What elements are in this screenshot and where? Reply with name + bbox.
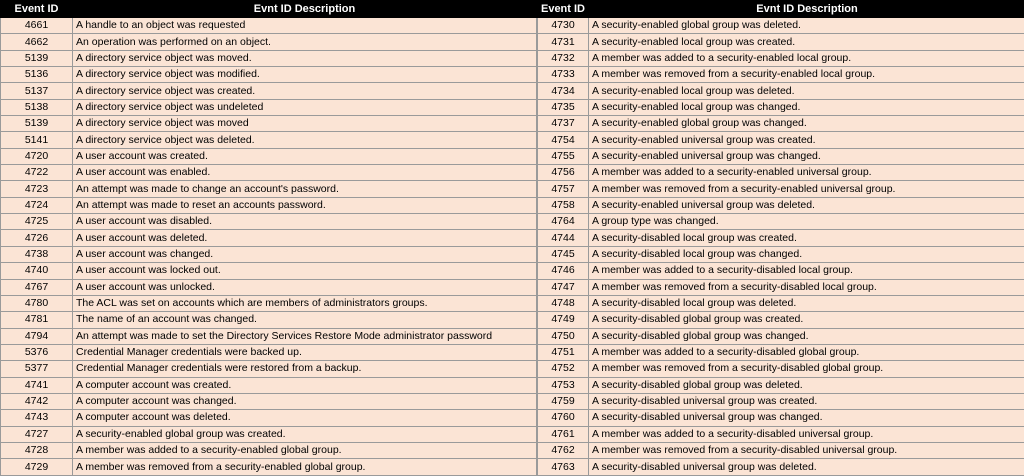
table-row — [1, 377, 537, 393]
table-row — [538, 214, 1024, 230]
event-id-cell: 4742 — [1, 393, 73, 409]
event-id-cell: 4745 — [538, 246, 589, 262]
event-id-cell: 4752 — [538, 361, 589, 377]
event-id-cell: 4759 — [538, 393, 589, 409]
event-description-cell: A user account was locked out. — [73, 263, 537, 279]
table-row — [1, 393, 537, 409]
event-id-cell: 4740 — [1, 263, 73, 279]
event-id-cell: 4747 — [538, 279, 589, 295]
event-description-cell: A computer account was created. — [73, 377, 537, 393]
event-description-cell: A security-enabled local group was changed. — [589, 99, 1024, 115]
table-row — [1, 18, 537, 34]
event-description-cell: A member was removed from a security-disabled global group. — [589, 361, 1024, 377]
event-description-cell: A directory service object was moved — [73, 116, 537, 132]
table-row — [1, 426, 537, 442]
event-description-cell: A security-enabled global group was created. — [73, 426, 537, 442]
event-id-cell: 5136 — [1, 67, 73, 83]
table-row — [1, 328, 537, 344]
right-table-body — [538, 18, 1024, 476]
event-id-cell: 4727 — [1, 426, 73, 442]
table-row — [538, 442, 1024, 458]
event-id-cell: 4749 — [538, 312, 589, 328]
event-id-cell: 4757 — [538, 181, 589, 197]
table-row — [538, 116, 1024, 132]
table-row — [538, 361, 1024, 377]
event-description-cell: A member was removed from a security-disabled universal group. — [589, 442, 1024, 458]
table-row — [1, 181, 537, 197]
table-row — [1, 312, 537, 328]
event-description-cell: A member was added to a security-disabled local group. — [589, 263, 1024, 279]
table-row — [1, 459, 537, 476]
event-description-cell: An attempt was made to reset an accounts password. — [73, 197, 537, 213]
event-description-cell: A security-disabled local group was created. — [589, 230, 1024, 246]
event-description-cell: A computer account was changed. — [73, 393, 537, 409]
event-description-cell: A security-disabled local group was changed. — [589, 246, 1024, 262]
table-row — [538, 67, 1024, 83]
table-row — [1, 83, 537, 99]
table-row — [538, 328, 1024, 344]
event-description-cell: A member was removed from a security-disabled local group. — [589, 279, 1024, 295]
event-id-cell: 4733 — [538, 67, 589, 83]
table-row — [1, 442, 537, 458]
event-id-cell: 4755 — [538, 148, 589, 164]
table-row — [1, 197, 537, 213]
table-row — [538, 295, 1024, 311]
event-description-cell: A security-disabled global group was deleted. — [589, 377, 1024, 393]
event-id-cell: 4737 — [538, 116, 589, 132]
event-description-cell: Credential Manager credentials were restored from a backup. — [73, 361, 537, 377]
left-table-body — [1, 18, 537, 476]
event-id-cell: 5137 — [1, 83, 73, 99]
event-id-cell: 4728 — [1, 442, 73, 458]
event-description-cell: The name of an account was changed. — [73, 312, 537, 328]
event-description-cell: An attempt was made to change an account's password. — [73, 181, 537, 197]
event-id-cell: 4756 — [538, 165, 589, 181]
event-description-cell: A group type was changed. — [589, 214, 1024, 230]
event-description-cell: Credential Manager credentials were backed up. — [73, 344, 537, 360]
event-id-cell: 5377 — [1, 361, 73, 377]
event-id-cell: 4734 — [538, 83, 589, 99]
event-description-cell: A security-disabled global group was created. — [589, 312, 1024, 328]
event-id-cell: 4743 — [1, 410, 73, 426]
event-description-cell: A user account was enabled. — [73, 165, 537, 181]
table-row — [538, 83, 1024, 99]
table-row — [1, 246, 537, 262]
table-row — [538, 312, 1024, 328]
event-description-cell: A computer account was deleted. — [73, 410, 537, 426]
table-row — [1, 132, 537, 148]
event-description-cell: A member was removed from a security-enabled local group. — [589, 67, 1024, 83]
event-id-cell: 4731 — [538, 34, 589, 50]
table-row — [1, 344, 537, 360]
event-id-cell: 4661 — [1, 18, 73, 34]
event-description-cell: A security-enabled local group was deleted. — [589, 83, 1024, 99]
event-id-header: Event ID — [1, 1, 73, 18]
event-description-cell: A user account was changed. — [73, 246, 537, 262]
header-row — [538, 1, 1024, 18]
event-description-cell: A security-enabled universal group was changed. — [589, 148, 1024, 164]
event-description-cell: A security-enabled local group was created. — [589, 34, 1024, 50]
table-row — [1, 148, 537, 164]
table-row — [538, 279, 1024, 295]
table-row — [1, 279, 537, 295]
event-id-cell: 4726 — [1, 230, 73, 246]
event-description-cell: An operation was performed on an object. — [73, 34, 537, 50]
table-row — [538, 181, 1024, 197]
event-id-cell: 4762 — [538, 442, 589, 458]
event-description-cell: The ACL was set on accounts which are members of administrators groups. — [73, 295, 537, 311]
table-row — [538, 99, 1024, 115]
event-description-cell: A member was removed from a security-enabled universal group. — [589, 181, 1024, 197]
event-id-cell: 4730 — [538, 18, 589, 34]
event-description-cell: A handle to an object was requested — [73, 18, 537, 34]
description-header: Evnt ID Description — [589, 1, 1024, 18]
table-row — [1, 410, 537, 426]
event-id-cell: 4781 — [1, 312, 73, 328]
event-id-cell: 4750 — [538, 328, 589, 344]
table-row — [1, 99, 537, 115]
event-description-cell: A user account was created. — [73, 148, 537, 164]
right-event-table — [537, 0, 1024, 476]
table-row — [538, 230, 1024, 246]
event-id-cell: 4723 — [1, 181, 73, 197]
table-row — [538, 426, 1024, 442]
event-id-cell: 4746 — [538, 263, 589, 279]
event-description-cell: A member was added to a security-enabled local group. — [589, 50, 1024, 66]
table-row — [538, 393, 1024, 409]
event-description-cell: A directory service object was created. — [73, 83, 537, 99]
event-description-cell: A security-disabled global group was changed. — [589, 328, 1024, 344]
event-id-cell: 4764 — [538, 214, 589, 230]
event-id-cell: 4662 — [1, 34, 73, 50]
event-description-cell: An attempt was made to set the Directory Services Restore Mode administrator password — [73, 328, 537, 344]
table-row — [538, 263, 1024, 279]
table-row — [1, 263, 537, 279]
event-id-cell: 4760 — [538, 410, 589, 426]
event-id-cell: 4729 — [1, 459, 73, 476]
event-description-cell: A member was added to a security-disabled global group. — [589, 344, 1024, 360]
event-id-cell: 4744 — [538, 230, 589, 246]
table-row — [1, 50, 537, 66]
table-row — [538, 344, 1024, 360]
table-row — [538, 165, 1024, 181]
event-description-cell: A security-enabled universal group was deleted. — [589, 197, 1024, 213]
table-row — [538, 132, 1024, 148]
table-row — [1, 230, 537, 246]
table-row — [538, 377, 1024, 393]
table-row — [538, 410, 1024, 426]
table-row — [1, 361, 537, 377]
event-description-cell: A user account was unlocked. — [73, 279, 537, 295]
event-id-cell: 4753 — [538, 377, 589, 393]
table-row — [1, 165, 537, 181]
event-description-cell: A member was added to a security-disabled universal group. — [589, 426, 1024, 442]
table-row — [1, 295, 537, 311]
event-description-cell: A security-disabled local group was deleted. — [589, 295, 1024, 311]
table-row — [538, 34, 1024, 50]
event-id-cell: 4763 — [538, 459, 589, 476]
event-description-cell: A security-enabled global group was deleted. — [589, 18, 1024, 34]
event-id-cell: 4794 — [1, 328, 73, 344]
table-row — [538, 50, 1024, 66]
event-description-cell: A member was added to a security-enabled universal group. — [589, 165, 1024, 181]
event-id-cell: 4748 — [538, 295, 589, 311]
table-row — [1, 116, 537, 132]
event-id-cell: 5141 — [1, 132, 73, 148]
event-description-cell: A directory service object was deleted. — [73, 132, 537, 148]
event-description-cell: A security-enabled universal group was created. — [589, 132, 1024, 148]
event-id-cell: 4724 — [1, 197, 73, 213]
event-id-cell: 4767 — [1, 279, 73, 295]
event-description-cell: A user account was disabled. — [73, 214, 537, 230]
event-description-cell: A directory service object was modified. — [73, 67, 537, 83]
event-description-cell: A security-disabled universal group was created. — [589, 393, 1024, 409]
table-row — [1, 34, 537, 50]
table-row — [538, 246, 1024, 262]
table-row — [1, 214, 537, 230]
event-id-cell: 4738 — [1, 246, 73, 262]
table-row — [538, 148, 1024, 164]
table-row — [538, 459, 1024, 476]
event-id-cell: 4754 — [538, 132, 589, 148]
event-id-cell: 5376 — [1, 344, 73, 360]
table-row — [1, 67, 537, 83]
event-description-cell: A directory service object was moved. — [73, 50, 537, 66]
event-id-cell: 5139 — [1, 116, 73, 132]
event-id-header: Event ID — [538, 1, 589, 18]
event-description-cell: A member was removed from a security-enabled global group. — [73, 459, 537, 476]
event-id-cell: 4758 — [538, 197, 589, 213]
event-id-cell: 4751 — [538, 344, 589, 360]
event-id-cell: 4780 — [1, 295, 73, 311]
event-id-cell: 5139 — [1, 50, 73, 66]
header-row — [1, 1, 537, 18]
description-header: Evnt ID Description — [73, 1, 537, 18]
event-id-cell: 4720 — [1, 148, 73, 164]
event-id-cell: 4732 — [538, 50, 589, 66]
event-id-cell: 4725 — [1, 214, 73, 230]
table-row — [538, 197, 1024, 213]
event-description-cell: A security-enabled global group was changed. — [589, 116, 1024, 132]
table-row — [538, 18, 1024, 34]
event-id-cell: 4741 — [1, 377, 73, 393]
event-id-cell: 4735 — [538, 99, 589, 115]
event-description-cell: A user account was deleted. — [73, 230, 537, 246]
event-description-cell: A security-disabled universal group was changed. — [589, 410, 1024, 426]
event-description-cell: A security-disabled universal group was deleted. — [589, 459, 1024, 476]
event-id-cell: 5138 — [1, 99, 73, 115]
event-description-cell: A directory service object was undeleted — [73, 99, 537, 115]
event-id-cell: 4761 — [538, 426, 589, 442]
event-id-cell: 4722 — [1, 165, 73, 181]
event-description-cell: A member was added to a security-enabled global group. — [73, 442, 537, 458]
